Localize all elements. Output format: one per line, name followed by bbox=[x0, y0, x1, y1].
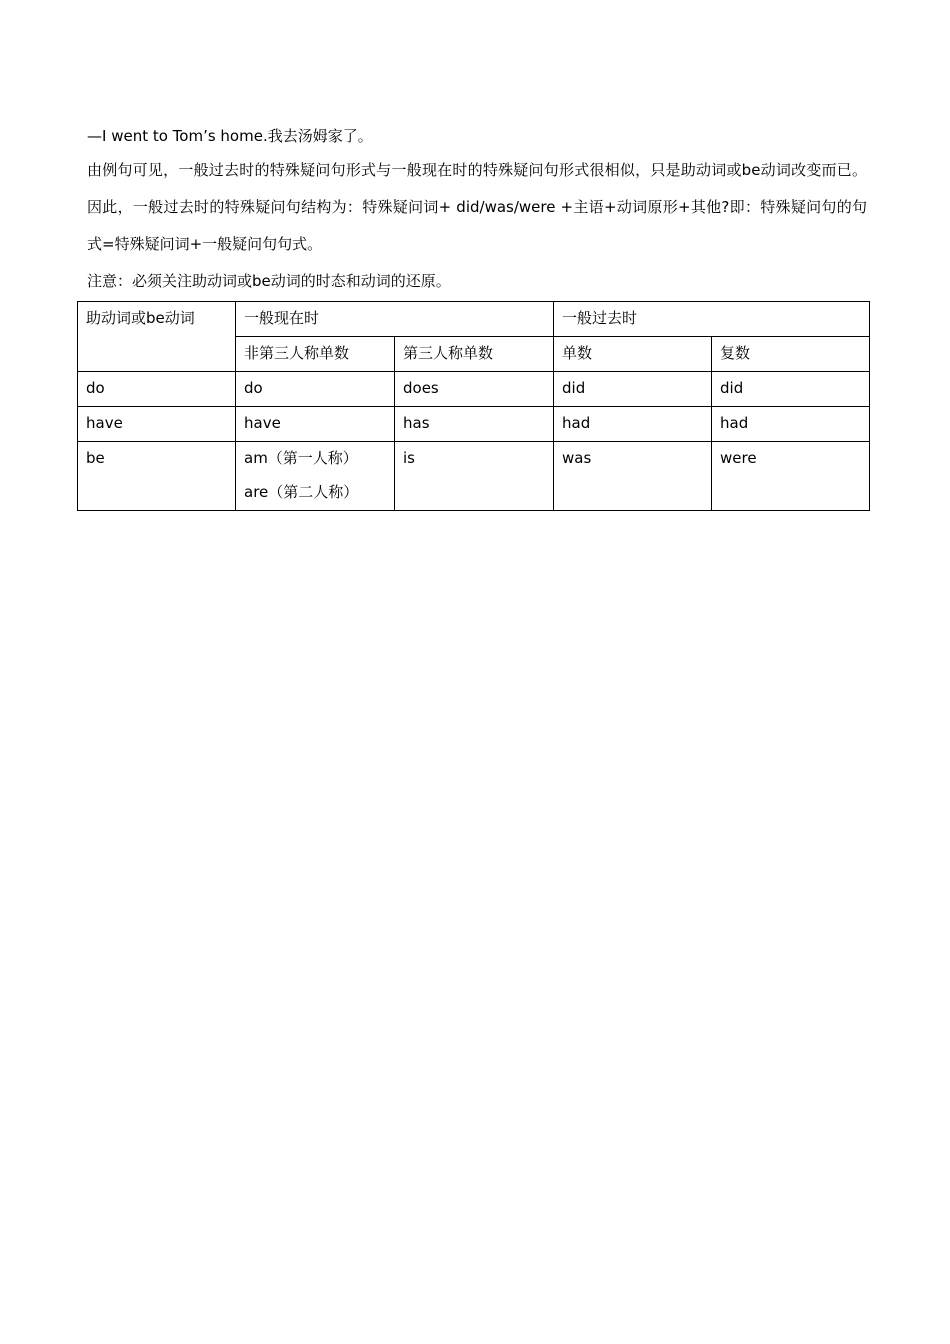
header-past-tense: 一般过去时 bbox=[554, 302, 870, 337]
text-block bbox=[87, 122, 867, 300]
be-first-person: am（第一人称） bbox=[244, 449, 358, 467]
header-singular: 单数 bbox=[554, 337, 712, 372]
be-second-person: are（第二人称） bbox=[244, 483, 359, 501]
header-plural: 复数 bbox=[712, 337, 870, 372]
header-third-person: 第三人称单数 bbox=[395, 337, 554, 372]
table-row bbox=[78, 407, 870, 442]
table-cell: were bbox=[712, 442, 870, 511]
explanation-paragraph: 由例句可见，一般过去时的特殊疑问句形式与一般现在时的特殊疑问句形式很相似，只是助动词或be动词改变而已。因此，一般过去时的特殊疑问句结构为：特殊疑问词+ did/was/were +主语+动词原形+其他?即：特殊疑问句的句式=特殊疑问词+一般疑问句句式。 bbox=[87, 161, 867, 253]
example-answer: —I went to Tom’s home.我去汤姆家了。 bbox=[87, 127, 373, 145]
table-cell: did bbox=[554, 372, 712, 407]
table-cell: was bbox=[554, 442, 712, 511]
header-verb-type: 助动词或be动词 bbox=[78, 302, 236, 372]
table-header-row bbox=[78, 302, 870, 337]
table-cell: has bbox=[395, 407, 554, 442]
table-cell: had bbox=[554, 407, 712, 442]
header-non-third-person: 非第三人称单数 bbox=[236, 337, 395, 372]
table-cell: does bbox=[395, 372, 554, 407]
table-cell-be-present bbox=[236, 442, 395, 511]
table-cell: have bbox=[78, 407, 236, 442]
note-paragraph: 注意：必须关注助动词或be动词的时态和动词的还原。 bbox=[87, 272, 451, 290]
table-cell: is bbox=[395, 442, 554, 511]
table-cell: do bbox=[78, 372, 236, 407]
table-row bbox=[78, 442, 870, 511]
table-cell: had bbox=[712, 407, 870, 442]
table-row bbox=[78, 372, 870, 407]
table-cell: do bbox=[236, 372, 395, 407]
table-cell: did bbox=[712, 372, 870, 407]
table-cell: have bbox=[236, 407, 395, 442]
header-present-tense: 一般现在时 bbox=[236, 302, 554, 337]
tense-table bbox=[77, 301, 870, 511]
table-cell: be bbox=[78, 442, 236, 511]
